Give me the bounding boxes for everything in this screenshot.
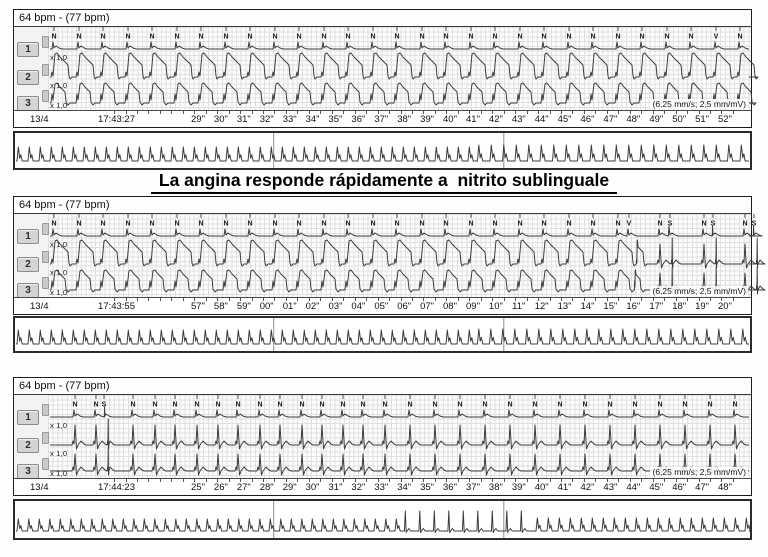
channel-2-gain-label: x 1,0 <box>50 449 68 458</box>
svg-text:N: N <box>198 33 204 41</box>
time-tick-label: 47" <box>603 114 618 125</box>
time-tick-label: 32" <box>259 114 274 125</box>
svg-text:V: V <box>626 220 632 228</box>
svg-text:N: N <box>457 401 463 409</box>
time-tick <box>160 479 161 482</box>
time-tick-label: 49" <box>649 114 664 125</box>
svg-text:N: N <box>732 401 738 409</box>
time-tick-label: 35" <box>328 114 343 125</box>
time-tick-label: 07" <box>420 301 435 312</box>
svg-text:N: N <box>149 33 155 41</box>
svg-text:N: N <box>319 401 325 409</box>
svg-text:N: N <box>688 33 694 41</box>
time-tick-label: 32" <box>351 482 366 493</box>
time-tick <box>126 479 127 482</box>
svg-text:N: N <box>517 220 523 228</box>
channel-2-tab <box>42 432 49 444</box>
channel-1-button[interactable]: 1 <box>17 229 39 244</box>
svg-text:N: N <box>492 220 498 228</box>
svg-text:N: N <box>566 220 572 228</box>
svg-text:N: N <box>51 33 57 41</box>
time-tick-label: 02" <box>305 301 320 312</box>
time-tick-label: 18" <box>672 301 687 312</box>
heart-rate-header: 64 bpm - (77 bpm) <box>14 10 751 27</box>
time-tick-label: 42" <box>580 482 595 493</box>
time-tick <box>148 111 149 114</box>
channel-1-button[interactable]: 1 <box>17 410 39 425</box>
svg-text:N: N <box>557 401 563 409</box>
svg-text:V: V <box>713 33 719 41</box>
time-tick-label: 57" <box>191 301 205 312</box>
svg-text:S: S <box>710 220 716 228</box>
svg-text:N: N <box>223 220 229 228</box>
svg-text:N: N <box>566 33 572 41</box>
rhythm-strip-1 <box>13 131 752 170</box>
svg-text:N: N <box>517 33 523 41</box>
svg-text:N: N <box>299 401 305 409</box>
time-tick <box>137 479 138 482</box>
time-tick-label: 38" <box>397 114 412 125</box>
time-tick <box>148 479 149 482</box>
svg-text:N: N <box>468 33 474 41</box>
channel-1-tab <box>42 404 49 416</box>
time-tick-label: 29" <box>191 114 205 125</box>
channel-1-gain-label: x 1,0 <box>50 421 68 430</box>
svg-text:N: N <box>443 33 449 41</box>
svg-text:N: N <box>152 401 158 409</box>
ecg-panel-2 <box>13 196 757 315</box>
channel-1-gain-label: x 1,0 <box>50 53 68 62</box>
svg-text:N: N <box>615 33 621 41</box>
start-time-label: 17:43:55 <box>98 301 135 312</box>
channel-3-gain-label: x 1,0 <box>50 101 68 110</box>
time-tick-label: 10" <box>488 301 503 312</box>
svg-text:N: N <box>607 401 613 409</box>
time-axis <box>14 110 751 126</box>
start-time-label: 17:43:27 <box>98 114 135 125</box>
svg-text:N: N <box>130 401 136 409</box>
time-tick <box>183 111 184 114</box>
ecg-grid-area <box>14 395 751 478</box>
svg-text:N: N <box>664 33 670 41</box>
time-tick-label: 46" <box>580 114 595 125</box>
svg-text:N: N <box>247 33 253 41</box>
svg-text:N: N <box>51 220 57 228</box>
ecg-panel-1 <box>13 9 752 128</box>
time-tick-label: 44" <box>534 114 549 125</box>
time-tick-label: 01" <box>282 301 297 312</box>
time-tick-label: 26" <box>213 482 228 493</box>
channel-3-button[interactable]: 3 <box>17 464 39 479</box>
ecg-panel-3 <box>13 377 752 496</box>
svg-text:N: N <box>468 220 474 228</box>
svg-text:N: N <box>432 401 438 409</box>
svg-text:N: N <box>590 33 596 41</box>
svg-text:N: N <box>707 401 713 409</box>
rhythm-strip-svg <box>15 501 750 538</box>
date-label: 13/4 <box>30 482 49 493</box>
time-tick <box>137 298 138 301</box>
time-tick-label: 36" <box>443 482 457 493</box>
svg-text:N: N <box>194 401 200 409</box>
channel-3-gain-label: x 1,0 <box>50 288 68 297</box>
time-tick <box>160 111 161 114</box>
svg-text:N: N <box>100 33 106 41</box>
time-tick <box>114 298 115 301</box>
time-tick-label: 33" <box>374 482 389 493</box>
svg-text:N: N <box>125 33 131 41</box>
channel-1-tab <box>42 36 49 48</box>
time-tick-label: 13" <box>557 301 572 312</box>
svg-text:N: N <box>149 220 155 228</box>
time-tick-label: 58" <box>213 301 228 312</box>
time-tick-label: 50" <box>672 114 687 125</box>
time-tick <box>137 111 138 114</box>
time-tick-label: 29" <box>282 482 297 493</box>
time-tick-label: 39" <box>511 482 526 493</box>
svg-text:S: S <box>751 220 757 228</box>
svg-text:N: N <box>76 220 82 228</box>
time-tick-label: 09" <box>466 301 480 312</box>
time-tick <box>114 479 115 482</box>
rhythm-strip-3 <box>13 499 752 540</box>
time-tick-label: 08" <box>443 301 457 312</box>
time-tick-label: 41" <box>557 482 572 493</box>
ecg-traces-svg <box>14 395 751 478</box>
svg-text:N: N <box>321 220 327 228</box>
svg-text:N: N <box>701 220 707 228</box>
ecg-grid-area <box>14 214 757 297</box>
svg-text:N: N <box>657 220 663 228</box>
heart-rate-header: 64 bpm - (77 bpm) <box>14 197 751 214</box>
time-tick-label: 47" <box>695 482 710 493</box>
time-tick <box>171 111 172 114</box>
time-tick-label: 30" <box>213 114 228 125</box>
date-label: 13/4 <box>30 301 49 312</box>
channel-3-tab <box>42 458 49 470</box>
svg-text:N: N <box>419 33 425 41</box>
svg-text:N: N <box>370 220 376 228</box>
svg-text:N: N <box>235 401 241 409</box>
time-tick-label: 37" <box>374 114 389 125</box>
svg-text:N: N <box>174 33 180 41</box>
time-tick-label: 20" <box>718 301 732 312</box>
svg-text:N: N <box>492 33 498 41</box>
channel-2-tab <box>42 64 49 76</box>
svg-text:N: N <box>590 220 596 228</box>
time-tick-label: 45" <box>649 482 664 493</box>
time-axis <box>14 297 751 313</box>
time-tick-label: 59" <box>236 301 251 312</box>
svg-text:N: N <box>737 33 743 41</box>
channel-2-button[interactable]: 2 <box>17 257 39 272</box>
time-tick-label: 14" <box>580 301 595 312</box>
time-tick-label: 04" <box>351 301 366 312</box>
time-tick-label: 25" <box>191 482 205 493</box>
time-tick-label: 31" <box>236 114 251 125</box>
svg-text:N: N <box>198 220 204 228</box>
time-tick-label: 52" <box>718 114 732 125</box>
channel-2-tab <box>42 251 49 263</box>
time-tick-label: 34" <box>305 114 320 125</box>
channel-3-tab <box>42 90 49 102</box>
svg-text:N: N <box>172 401 178 409</box>
channel-3-button[interactable]: 3 <box>17 283 39 298</box>
time-tick-label: 00" <box>259 301 274 312</box>
time-tick-label: 43" <box>511 114 526 125</box>
svg-text:N: N <box>360 401 366 409</box>
ecg-traces-svg <box>14 27 751 110</box>
svg-text:N: N <box>174 220 180 228</box>
svg-text:N: N <box>382 401 388 409</box>
channel-2-gain-label: x 1,0 <box>50 268 68 277</box>
time-tick-label: 48" <box>718 482 732 493</box>
svg-text:N: N <box>223 33 229 41</box>
svg-text:N: N <box>345 220 351 228</box>
time-tick <box>126 111 127 114</box>
time-tick-label: 44" <box>626 482 641 493</box>
heart-rate-header: 64 bpm - (77 bpm) <box>14 378 751 395</box>
svg-text:N: N <box>541 33 547 41</box>
svg-text:N: N <box>93 401 99 409</box>
svg-text:S: S <box>101 401 107 409</box>
channel-1-gain-label: x 1,0 <box>50 240 68 249</box>
svg-text:N: N <box>507 401 513 409</box>
svg-text:N: N <box>482 401 488 409</box>
start-time-label: 17:44:23 <box>98 482 135 493</box>
time-tick-label: 27" <box>236 482 251 493</box>
scale-label: (6,25 mm/s; 2,5 mm/mV) <box>652 286 746 296</box>
svg-text:N: N <box>257 401 263 409</box>
svg-text:N: N <box>532 401 538 409</box>
svg-text:N: N <box>277 401 283 409</box>
time-tick-label: 38" <box>488 482 503 493</box>
svg-text:N: N <box>632 401 638 409</box>
time-tick-label: 40" <box>534 482 549 493</box>
svg-text:N: N <box>742 220 748 228</box>
svg-text:N: N <box>321 33 327 41</box>
svg-text:N: N <box>100 220 106 228</box>
time-tick <box>183 298 184 301</box>
svg-text:S: S <box>667 220 673 228</box>
svg-text:N: N <box>394 220 400 228</box>
time-tick-label: 05" <box>374 301 389 312</box>
time-tick-label: 16" <box>626 301 641 312</box>
channel-3-tab <box>42 277 49 289</box>
svg-text:N: N <box>419 220 425 228</box>
time-tick-label: 33" <box>282 114 297 125</box>
svg-text:N: N <box>682 401 688 409</box>
svg-text:N: N <box>272 220 278 228</box>
time-tick-label: 15" <box>603 301 618 312</box>
rhythm-strip-svg <box>15 133 750 168</box>
time-tick-label: 41" <box>466 114 480 125</box>
time-tick-label: 43" <box>603 482 618 493</box>
svg-text:N: N <box>394 33 400 41</box>
time-tick-label: 48" <box>626 114 641 125</box>
time-tick <box>171 479 172 482</box>
time-tick-label: 17" <box>649 301 664 312</box>
svg-text:N: N <box>443 220 449 228</box>
caption-banner <box>0 170 768 194</box>
svg-text:N: N <box>345 33 351 41</box>
time-tick-label: 03" <box>328 301 343 312</box>
svg-text:N: N <box>76 33 82 41</box>
svg-text:N: N <box>639 33 645 41</box>
ecg-traces-svg <box>14 214 757 297</box>
time-tick-label: 11" <box>512 301 526 312</box>
svg-text:N: N <box>370 33 376 41</box>
time-tick-label: 36" <box>351 114 366 125</box>
svg-text:N: N <box>657 401 663 409</box>
rhythm-strip-2 <box>13 316 752 353</box>
channel-1-button[interactable]: 1 <box>17 42 39 57</box>
svg-text:N: N <box>615 220 621 228</box>
svg-text:N: N <box>407 401 413 409</box>
time-tick-label: 42" <box>488 114 503 125</box>
svg-text:N: N <box>72 401 78 409</box>
time-tick-label: 06" <box>397 301 412 312</box>
svg-text:N: N <box>296 220 302 228</box>
time-tick-label: 30" <box>305 482 320 493</box>
time-tick-label: 19" <box>695 301 710 312</box>
channel-1-tab <box>42 223 49 235</box>
time-tick-label: 34" <box>397 482 412 493</box>
scale-label: (6,25 mm/s; 2,5 mm/mV) <box>652 99 746 109</box>
time-tick <box>148 298 149 301</box>
svg-text:N: N <box>296 33 302 41</box>
time-tick-label: 28" <box>259 482 274 493</box>
svg-text:N: N <box>247 220 253 228</box>
time-tick-label: 31" <box>328 482 343 493</box>
time-tick-label: 45" <box>557 114 572 125</box>
time-tick <box>183 479 184 482</box>
time-tick-label: 46" <box>672 482 687 493</box>
svg-text:N: N <box>215 401 221 409</box>
time-tick-label: 12" <box>534 301 549 312</box>
channel-3-button[interactable]: 3 <box>17 96 39 111</box>
time-tick-label: 39" <box>420 114 435 125</box>
time-axis <box>14 478 751 494</box>
ecg-grid-area <box>14 27 751 110</box>
svg-text:N: N <box>340 401 346 409</box>
svg-text:N: N <box>125 220 131 228</box>
date-label: 13/4 <box>30 114 49 125</box>
time-tick-label: 37" <box>466 482 480 493</box>
time-tick-label: 51" <box>695 114 710 125</box>
caption-title: La angina responde rápidamente a nitrito sublinguale <box>151 170 617 194</box>
time-tick-label: 35" <box>420 482 435 493</box>
channel-3-gain-label: x 1,0 <box>50 469 68 478</box>
scale-label: (6,25 mm/s; 2,5 mm/mV) <box>652 467 746 477</box>
time-tick <box>160 298 161 301</box>
time-tick <box>126 298 127 301</box>
channel-2-button[interactable]: 2 <box>17 70 39 85</box>
channel-2-gain-label: x 1,0 <box>50 81 68 90</box>
channel-2-button[interactable]: 2 <box>17 438 39 453</box>
time-tick <box>171 298 172 301</box>
rhythm-strip-svg <box>15 318 750 351</box>
time-tick-label: 40" <box>443 114 457 125</box>
svg-text:N: N <box>272 33 278 41</box>
svg-text:N: N <box>541 220 547 228</box>
svg-text:N: N <box>582 401 588 409</box>
time-tick <box>114 111 115 114</box>
